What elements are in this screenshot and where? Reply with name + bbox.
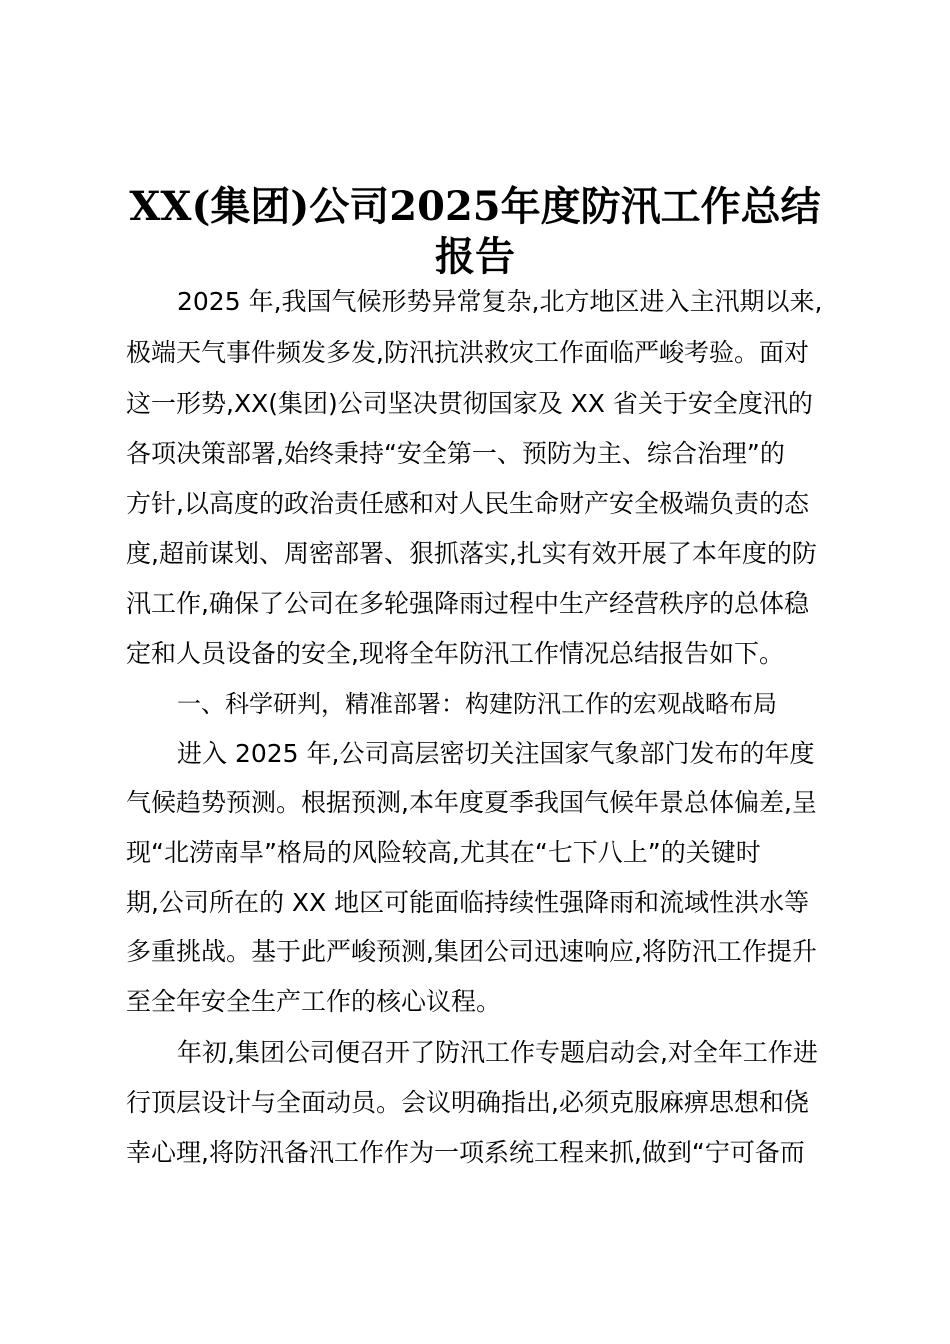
- paragraph-1-line-1: 2025 年,我国气候形势异常复杂,北方地区进入主汛期以来,: [177, 287, 823, 316]
- paragraph-1-line-4: 各项决策部署,始终秉持“安全第一、预防为主、综合治理”的: [126, 439, 785, 468]
- document-title-line-2: 报告: [435, 233, 515, 280]
- paragraph-1-line-7: 汛工作,确保了公司在多轮强降雨过程中生产经营秩序的总体稳: [126, 589, 809, 618]
- paragraph-2-line-4: 期,公司所在的 XX 地区可能面临持续性强降雨和流域性洪水等: [126, 888, 810, 917]
- paragraph-3-line-3: 幸心理,将防汛备汛工作作为一项系统工程来抓,做到“宁可备而: [126, 1138, 805, 1167]
- paragraph-3-line-1: 年初,集团公司便召开了防汛工作专题启动会,对全年工作进: [177, 1038, 818, 1067]
- paragraph-1-line-8: 定和人员设备的安全,现将全年防汛工作情况总结报告如下。: [126, 639, 784, 668]
- paragraph-2-line-1: 进入 2025 年,公司高层密切关注国家气象部门发布的年度: [177, 739, 815, 768]
- paragraph-2-line-5: 多重挑战。基于此严峻预测,集团公司迅速响应,将防汛工作提升: [126, 937, 817, 966]
- paragraph-3-line-2: 行顶层设计与全面动员。会议明确指出,必须克服麻痹思想和侥: [126, 1088, 809, 1117]
- paragraph-2-line-2: 气候趋势预测。根据预测,本年度夏季我国气候年景总体偏差,呈: [126, 788, 817, 817]
- section-heading-1: 一、科学研判，精准部署：构建防汛工作的宏观战略布局: [177, 690, 777, 718]
- paragraph-2-line-6: 至全年安全生产工作的核心议程。: [126, 987, 502, 1016]
- paragraph-1-line-3: 这一形势,XX(集团)公司坚决贯彻国家及 XX 省关于安全度汛的: [126, 389, 813, 418]
- document-title-line-1: XX(集团)公司2025年度防汛工作总结: [129, 183, 821, 230]
- paragraph-1-line-2: 极端天气事件频发多发,防汛抗洪救灾工作面临严峻考验。面对: [126, 338, 809, 367]
- paragraph-1-line-5: 方针,以高度的政治责任感和对人民生命财产安全极端负责的态: [126, 489, 809, 518]
- paragraph-2-line-3: 现“北涝南旱”格局的风险较高,尤其在“七下八上”的关键时: [126, 838, 761, 867]
- paragraph-1-line-6: 度,超前谋划、周密部署、狠抓落实,扎实有效开展了本年度的防: [126, 539, 817, 568]
